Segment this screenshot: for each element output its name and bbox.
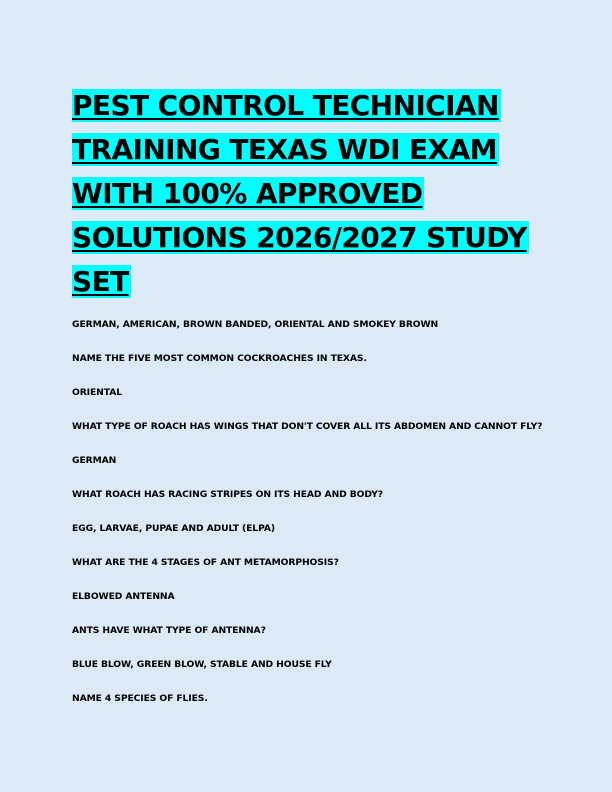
question-line: WHAT TYPE OF ROACH HAS WINGS THAT DON'T COVER ALL ITS ABDOMEN AND CANNOT FLY?: [72, 421, 543, 432]
answer-line: GERMAN: [72, 455, 117, 466]
question-line: WHAT ARE THE 4 STAGES OF ANT METAMORPHOSIS?: [72, 557, 339, 568]
answer-line: ORIENTAL: [72, 387, 122, 398]
question-line: ANTS HAVE WHAT TYPE OF ANTENNA?: [72, 625, 266, 636]
answer-line: GERMAN, AMERICAN, BROWN BANDED, ORIENTAL AND SMOKEY BROWN: [72, 319, 439, 330]
question-line: NAME 4 SPECIES OF FLIES.: [72, 693, 208, 704]
study-set-list: [72, 318, 543, 706]
document-title: [72, 84, 532, 304]
answer-line: EGG, LARVAE, PUPAE AND ADULT (ELPA): [72, 523, 275, 534]
answer-line: ELBOWED ANTENNA: [72, 591, 175, 602]
question-line: NAME THE FIVE MOST COMMON COCKROACHES IN TEXAS.: [72, 353, 367, 364]
answer-line: BLUE BLOW, GREEN BLOW, STABLE AND HOUSE FLY: [72, 659, 332, 670]
question-line: WHAT ROACH HAS RACING STRIPES ON ITS HEAD AND BODY?: [72, 489, 384, 500]
document-title-text: PEST CONTROL TECHNICIAN TRAINING TEXAS WDI EXAM WITH 100% APPROVED SOLUTIONS 2026/2027 STUDY SET: [72, 89, 527, 298]
